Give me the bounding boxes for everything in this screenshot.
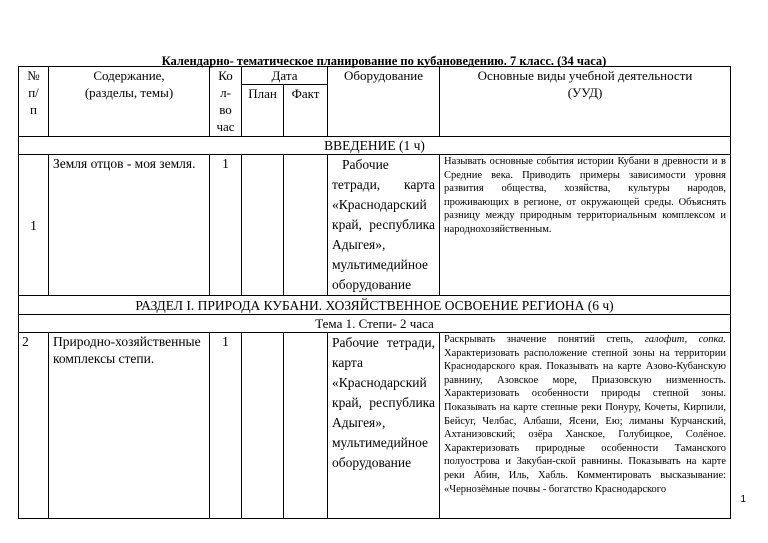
table-header-row: [19, 67, 731, 85]
header-content: Содержание, (разделы, темы): [49, 67, 210, 137]
row-content: Природно-хозяйственные комплексы степи.: [49, 333, 210, 519]
row-plan-date: [242, 333, 284, 519]
table-row: [19, 155, 731, 296]
activities-body: Характеризовать расположение степной зоны на территории Краснодарского края. Показывать на карте Азово-Кубанскую равнину, Азовское море, Приазовскую низменность. Характеризовать особенности природы степной зоны. Показывать на карте степные реки Понуру, Кочеты, Кирпили, Бейсуг, Челбас, Албаши, Ясени, Ею; лиманы Курчанский, Ахтанизовский; озёра Ханское, Голубицкое, Солёное. Характеризовать природные особенности Таманского полуострова и Закубан-ской равнины. Показывать на карте реки Абин, Иль, Хабль. Комментировать высказывание: «Чернозёмные почвы - богатство Краснодарского: [444, 347, 727, 495]
row-activities: Называть основные события истории Кубани в древности и в Средние века. Приводить примеры зависимости уровня развития общества, хозяйства, культуры народов, проживающих в регионе, от окружающей среды. Объяснять разницу между природным территориальным комплексом и народнохозяйственным.: [440, 155, 731, 296]
table-row: [19, 333, 731, 519]
row-plan-date: [242, 155, 284, 296]
header-num: № п/ п: [19, 67, 49, 137]
row-fact-date: [284, 333, 328, 519]
row-equipment: Рабочие тетради, карта «Краснодарский край, республика Адыгея», мультимедийное оборудование: [328, 155, 440, 296]
row-equipment: Рабочие тетради, карта «Краснодарский край, республика Адыгея», мультимедийное оборудование: [328, 333, 440, 519]
row-num: 2: [19, 333, 49, 519]
section-title-tema-1: Тема 1. Степи- 2 часа: [19, 315, 731, 333]
activities-terms: галофит, сопка.: [644, 334, 727, 345]
header-equipment: Оборудование: [328, 67, 440, 137]
row-content: Земля отцов - моя земля.: [49, 155, 210, 296]
document-title: Календарно- тематическое планирование по кубановедению. 7 класс. (34 часа): [161, 54, 607, 68]
section-row-tema-1: [19, 315, 731, 333]
header-fact: Факт: [284, 85, 328, 137]
activities-lead: Раскрывать значение понятий степь,: [444, 334, 645, 345]
row-qty: 1: [210, 155, 242, 296]
row-activities: [440, 333, 731, 519]
row-fact-date: [284, 155, 328, 296]
page-number: 1: [740, 494, 746, 505]
section-row-intro: [19, 137, 731, 155]
header-activities: Основные виды учебной деятельности (УУД): [440, 67, 731, 137]
section-title-intro: ВВЕДЕНИЕ (1 ч): [19, 137, 731, 155]
row-num: 1: [19, 155, 49, 296]
section-title-razdel-1: РАЗДЕЛ I. ПРИРОДА КУБАНИ. ХОЗЯЙСТВЕННОЕ ОСВОЕНИЕ РЕГИОНА (6 ч): [19, 296, 731, 315]
plan-table: [18, 66, 731, 519]
section-row-razdel-1: [19, 296, 731, 315]
row-qty: 1: [210, 333, 242, 519]
header-qty: Ко л- во час: [210, 67, 242, 137]
header-date: Дата: [242, 67, 328, 85]
header-plan: План: [242, 85, 284, 137]
